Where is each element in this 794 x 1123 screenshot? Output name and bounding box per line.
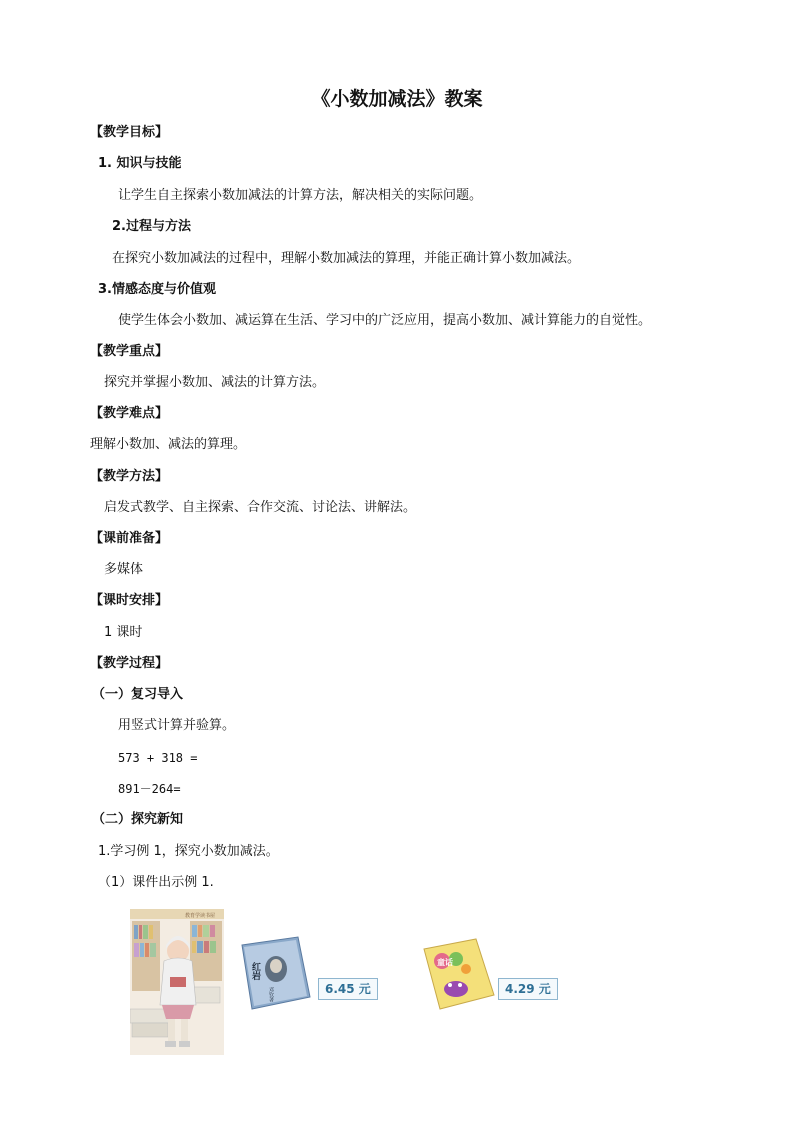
shelf-sign: 教育学读书屋 — [184, 913, 216, 919]
page-title: 《小数加减法》教案 — [311, 88, 483, 110]
book-fairy-tale-image — [420, 935, 496, 1013]
process-part1: （一）复习导入 — [92, 687, 184, 702]
process-step1a: （1）课件出示例 1. — [98, 875, 214, 890]
girl-bookstore-image — [130, 909, 224, 1055]
key-points-text: 探究并掌握小数加、减法的计算方法。 — [104, 375, 326, 390]
key-points-heading: 【教学重点】 — [90, 344, 169, 359]
book1-title: 红岩 — [250, 962, 260, 980]
objectives-text3: 使学生体会小数加、减运算在生活、学习中的广泛应用，提高小数加、减计算能力的自觉性。 — [118, 313, 652, 328]
process-part1-text: 用竖式计算并验算。 — [118, 718, 236, 733]
objectives-text2: 在探究小数加减法的过程中，理解小数加减法的算理，并能正确计算小数加减法。 — [112, 251, 581, 266]
methods-heading: 【教学方法】 — [90, 469, 169, 484]
preparation-text: 多媒体 — [104, 562, 144, 577]
book-red-rock-image — [238, 935, 312, 1013]
price-tag-2: 4.29 元 — [498, 978, 558, 1000]
price-tag-1: 6.45 元 — [318, 978, 378, 1000]
objectives-text1: 让学生自主探索小数加减法的计算方法，解决相关的实际问题。 — [118, 188, 483, 203]
methods-text: 启发式教学、自主探索、合作交流、讨论法、讲解法。 — [104, 500, 417, 515]
objectives-sub1: 1. 知识与技能 — [98, 156, 182, 171]
difficulties-heading: 【教学难点】 — [90, 406, 169, 421]
process-step1: 1.学习例 1，探究小数加减法。 — [98, 844, 279, 859]
book2-title: 童话 — [437, 958, 453, 967]
objectives-sub2: 2.过程与方法 — [112, 219, 191, 234]
schedule-heading: 【课时安排】 — [90, 593, 169, 608]
objectives-heading: 【教学目标】 — [90, 125, 169, 140]
equation-1: 573 + 318 = — [118, 751, 198, 765]
preparation-heading: 【课前准备】 — [90, 531, 169, 546]
process-part2: （二）探究新知 — [92, 812, 184, 827]
book1-subtitle: 邓钦著 — [268, 987, 274, 1002]
difficulties-text: 理解小数加、减法的算理。 — [90, 437, 247, 452]
schedule-text: 1 课时 — [104, 625, 143, 640]
objectives-sub3: 3.情感态度与价值观 — [98, 282, 216, 297]
equation-2: 891－264= — [118, 782, 181, 796]
process-heading: 【教学过程】 — [90, 656, 169, 671]
